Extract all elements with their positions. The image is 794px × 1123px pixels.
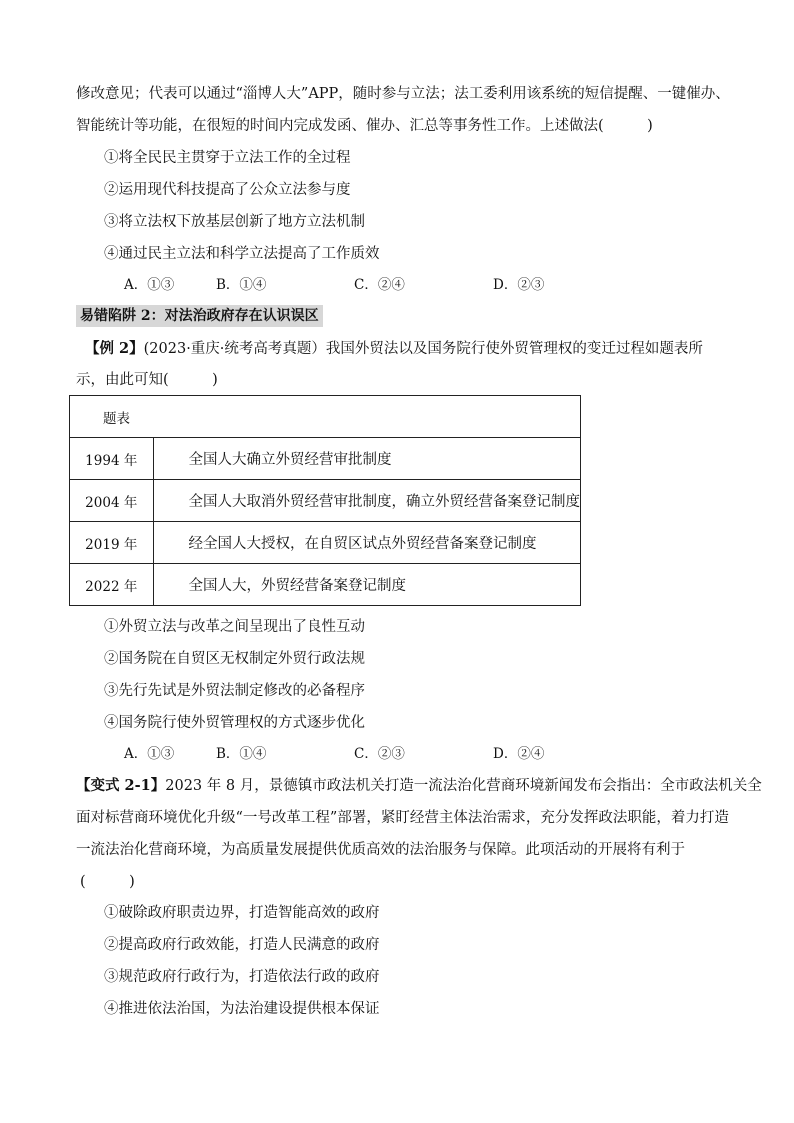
ex2-option-c: C．②③ [354, 746, 405, 762]
variant-2-1-line-3: 一流法治化营商环境，为高质量发展提供优质高效的法治服务与保障。此项活动的开展将有利于 [76, 842, 685, 858]
q1-option-c: C．②④ [354, 277, 405, 293]
table-row [70, 564, 581, 606]
table-year: 2004 年 [70, 480, 154, 522]
var-statement-1: ①破除政府职责边界，打造智能高效的政府 [104, 905, 380, 921]
table-header: 题表 [70, 396, 581, 438]
table-row [70, 438, 581, 480]
intro-line-2: 智能统计等功能，在很短的时间内完成发函、催办、汇总等事务性工作。上述做法( ) [76, 118, 653, 134]
table-text: 全国人大，外贸经营备案登记制度 [153, 564, 581, 606]
ex2-options [0, 744, 794, 764]
ex2-statement-4: ④国务院行使外贸管理权的方式逐步优化 [104, 715, 365, 731]
example-2-line-2: 示，由此可知( ) [76, 372, 218, 388]
q1-option-d: D．②③ [493, 277, 545, 293]
table-text: 全国人大取消外贸经营审批制度，确立外贸经营备案登记制度 [153, 480, 581, 522]
ex2-option-b: B．①④ [216, 746, 267, 762]
example-2-tag: 【例 2】 [85, 340, 144, 357]
q1-statement-3: ③将立法权下放基层创新了地方立法机制 [104, 214, 365, 230]
q1-options [0, 275, 794, 295]
ex2-statement-1: ①外贸立法与改革之间呈现出了良性互动 [104, 619, 365, 635]
ex2-option-a: A．①③ [124, 746, 175, 762]
ex2-option-d: D．②④ [493, 746, 545, 762]
table-text: 全国人大确立外贸经营审批制度 [153, 438, 581, 480]
variant-2-1-line-1 [76, 776, 762, 796]
table-header-row [70, 396, 581, 438]
variant-2-1-tag: 【变式 2-1】 [76, 777, 166, 794]
q1-option-b: B．①④ [216, 277, 267, 293]
variant-2-1-text: 2023 年 8 月，景德镇市政法机关打造一流法治化营商环境新闻发布会指出：全市政法机关全 [165, 778, 762, 794]
q1-option-a: A．①③ [124, 277, 175, 293]
variant-2-1-line-2: 面对标营商环境优化升级“一号改革工程”部署，紧盯经营主体法治需求，充分发挥政法职能，着力打造 [76, 810, 729, 826]
var-statement-4: ④推进依法治国，为法治建设提供根本保证 [104, 1001, 380, 1017]
q1-statement-4: ④通过民主立法和科学立法提高了工作质效 [104, 246, 380, 262]
q1-statement-2: ②运用现代科技提高了公众立法参与度 [104, 182, 351, 198]
data-table [69, 395, 581, 606]
table-year: 2019 年 [70, 522, 154, 564]
ex2-statement-3: ③先行先试是外贸法制定修改的必备程序 [104, 683, 365, 699]
table-year: 1994 年 [70, 438, 154, 480]
example-2-line-1 [85, 339, 703, 359]
variant-2-1-line-4: ( ) [80, 874, 135, 890]
section-heading: 易错陷阱 2：对法治政府存在认识误区 [76, 305, 323, 327]
table-row [70, 522, 581, 564]
table-text: 经全国人大授权，在自贸区试点外贸经营备案登记制度 [153, 522, 581, 564]
var-statement-3: ③规范政府行政行为，打造依法行政的政府 [104, 969, 380, 985]
intro-line-1: 修改意见；代表可以通过“淄博人大”APP，随时参与立法；法工委利用该系统的短信提醒、一键催办、 [76, 86, 730, 102]
var-statement-2: ②提高政府行政效能，打造人民满意的政府 [104, 937, 380, 953]
ex2-statement-2: ②国务院在自贸区无权制定外贸行政法规 [104, 651, 365, 667]
q1-statement-1: ①将全民民主贯穿于立法工作的全过程 [104, 150, 351, 166]
table-year: 2022 年 [70, 564, 154, 606]
example-2-text: (2023·重庆·统考高考真题）我国外贸法以及国务院行使外贸管理权的变迁过程如题表所 [143, 341, 703, 357]
table-row [70, 480, 581, 522]
